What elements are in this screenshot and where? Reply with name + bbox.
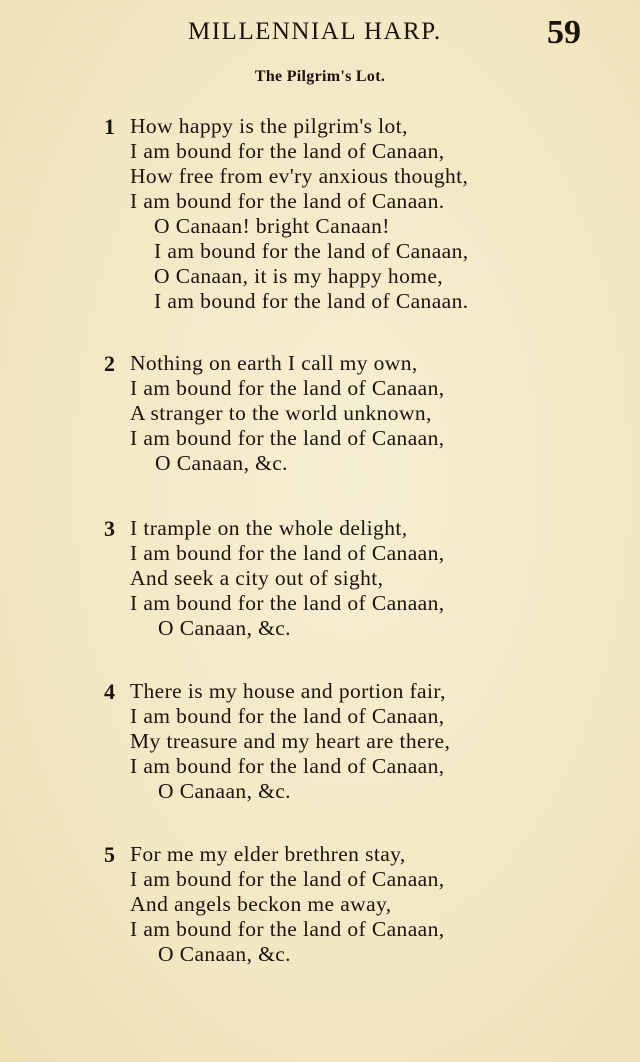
- stanza-line: O Canaan, &c.: [158, 942, 291, 966]
- stanza-line: I am bound for the land of Canaan,: [130, 139, 445, 163]
- stanza-line: I trample on the whole delight,: [130, 516, 408, 540]
- stanza-line: For me my elder brethren stay,: [130, 842, 406, 866]
- stanza-line: I am bound for the land of Canaan.: [130, 189, 445, 213]
- stanza-line: O Canaan, it is my happy home,: [154, 264, 444, 288]
- verse-number: 5: [104, 842, 115, 867]
- stanza-line: O Canaan, &c.: [158, 779, 291, 803]
- verse-number: 2: [104, 351, 115, 376]
- stanza-line: How free from ev'ry anxious thought,: [130, 164, 469, 188]
- stanza-line: I am bound for the land of Canaan,: [130, 704, 445, 728]
- stanza-line: O Canaan, &c.: [155, 451, 288, 475]
- stanza-line: I am bound for the land of Canaan,: [130, 376, 445, 400]
- stanza-line: O Canaan, &c.: [158, 616, 291, 640]
- stanza-line: I am bound for the land of Canaan,: [130, 541, 445, 565]
- stanza-line: And seek a city out of sight,: [130, 566, 384, 590]
- verse-number: 1: [104, 114, 115, 139]
- stanza-line: I am bound for the land of Canaan.: [154, 289, 469, 313]
- verse-number: 3: [104, 516, 115, 541]
- verse-number: 4: [104, 679, 115, 704]
- stanza-line: I am bound for the land of Canaan,: [130, 754, 445, 778]
- stanza-line: O Canaan! bright Canaan!: [154, 214, 390, 238]
- stanza-line: I am bound for the land of Canaan,: [130, 426, 445, 450]
- stanza-line: I am bound for the land of Canaan,: [154, 239, 469, 263]
- hymn-title: The Pilgrim's Lot.: [254, 68, 386, 85]
- page-number: 59: [547, 14, 581, 51]
- stanza-line: And angels beckon me away,: [130, 892, 392, 916]
- stanza-line: A stranger to the world unknown,: [130, 401, 432, 425]
- running-head: MILLENNIAL HARP.: [188, 18, 442, 45]
- stanza-line: How happy is the pilgrim's lot,: [130, 114, 408, 138]
- stanza-line: I am bound for the land of Canaan,: [130, 591, 445, 615]
- stanza-line: I am bound for the land of Canaan,: [130, 917, 445, 941]
- stanza-line: There is my house and portion fair,: [130, 679, 446, 703]
- stanza-line: Nothing on earth I call my own,: [130, 351, 418, 375]
- stanza-line: I am bound for the land of Canaan,: [130, 867, 445, 891]
- stanza-line: My treasure and my heart are there,: [130, 729, 451, 753]
